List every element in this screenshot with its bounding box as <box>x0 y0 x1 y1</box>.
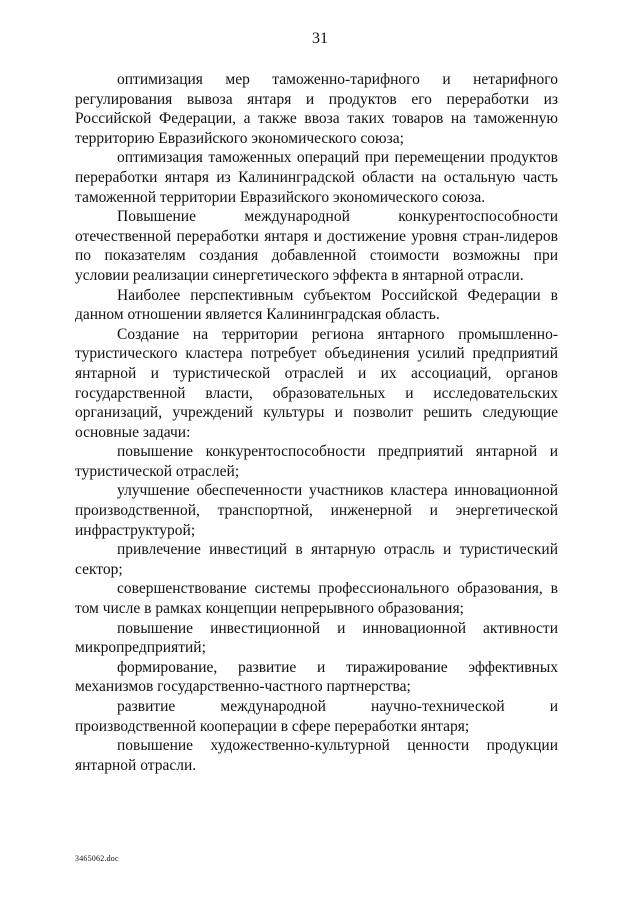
page-number: 31 <box>312 30 328 47</box>
paragraph-competitiveness: Повышение международной конкурентоспособности отечественной переработки янтаря и достижение уровня стран-лидеров по показателям создания добавленной стоимости возможны при условии реализации синергетического эффекта в янтарной отрасли. <box>75 208 558 284</box>
task-item-competitiveness: повышение конкурентоспособности предприятий янтарной и туристической отраслей; <box>75 443 558 480</box>
paragraph-kaliningrad-region: Наиболее перспективным субъектом Российской Федерации в данном отношении является Калининградская область. <box>75 286 558 324</box>
task-item-infrastructure: улучшение обеспеченности участников кластера инновационной производственной, транспортной, инженерной и энергетической инфраструктурой; <box>75 482 558 539</box>
task-item-public-private-partnership: формирование, развитие и тиражирование эффективных механизмов государственно-частного партнерства; <box>75 658 558 696</box>
task-item-education: совершенствование системы профессионального образования, в том числе в рамках концепции непрерывного образования; <box>75 580 558 618</box>
paragraph-customs-operations-optimization: оптимизация таможенных операций при перемещении продуктов переработки янтаря из Калининградской области на остальную часть таможенной территории Евразийского экономического союза. <box>75 149 558 206</box>
paragraph-cluster-creation: Создание на территории региона янтарного промышленно-туристического кластера потребует объединения усилий предприятий янтарной и туристической отраслей и их ассоциаций, органов государственной власти, образовательных и исследовательских организаций, учреждений культуры и позволит решить следующие основные задачи: <box>75 325 558 441</box>
document-body <box>75 70 558 775</box>
task-item-microenterprises: повышение инвестиционной и инновационной активности микропредприятий; <box>75 619 558 657</box>
task-item-international-cooperation: развитие международной научно-технической и производственной кооперации в сфере переработки янтаря; <box>75 698 558 735</box>
paragraph-customs-tariff-optimization: оптимизация мер таможенно-тарифного и нетарифного регулирования вывоза янтаря и продуктов его переработки из Российской Федерации, а также ввоза таких товаров на таможенную территорию Евразийского экономического союза; <box>75 71 558 147</box>
task-item-investment: привлечение инвестиций в янтарную отрасль и туристический сектор; <box>75 541 558 578</box>
footer-document-code: 3465062.doc <box>75 854 119 863</box>
task-item-artistic-value: повышение художественно-культурной ценности продукции янтарной отрасли. <box>75 737 558 774</box>
